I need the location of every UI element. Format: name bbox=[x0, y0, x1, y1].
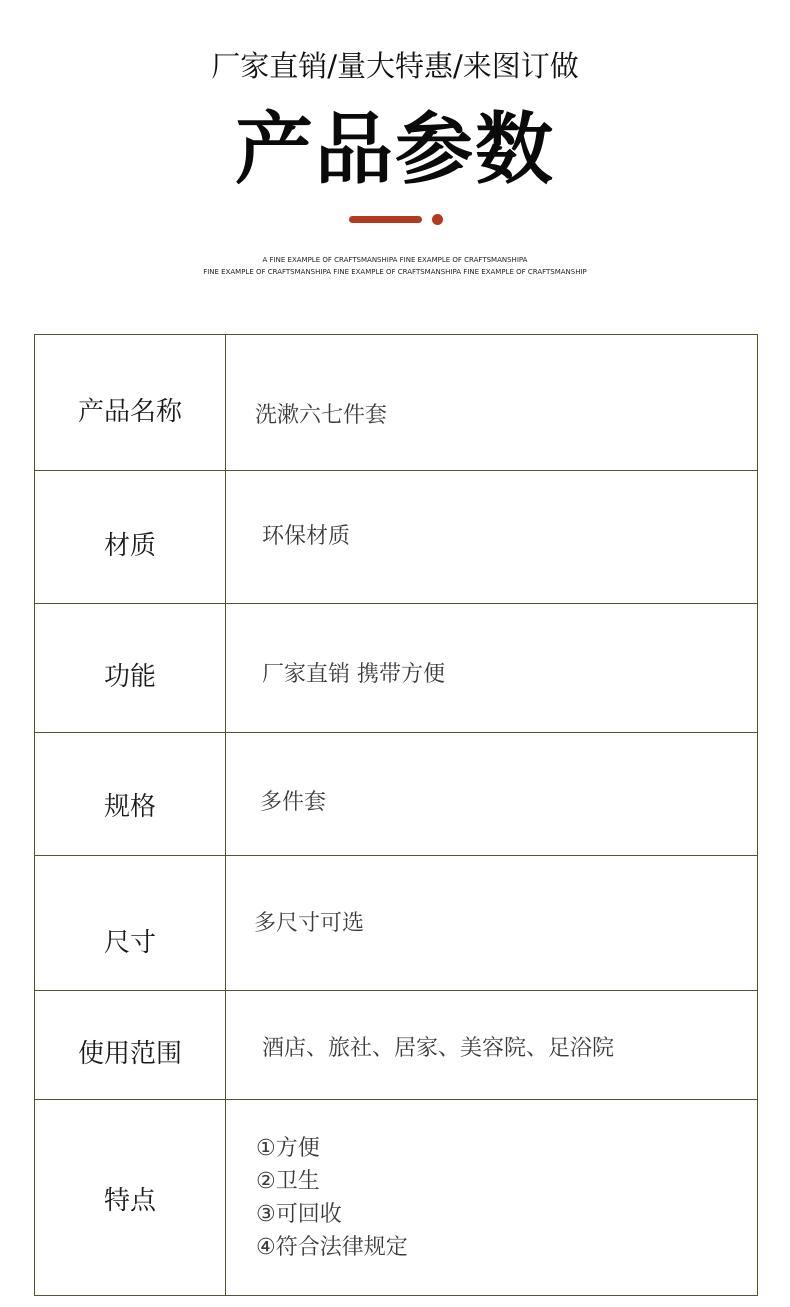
spec-label: 尺寸 bbox=[103, 928, 156, 958]
spec-value: 多件套 bbox=[260, 790, 327, 815]
spec-row-scope bbox=[35, 991, 757, 1100]
spec-label: 功能 bbox=[103, 662, 156, 692]
spec-row-material bbox=[35, 471, 757, 604]
spec-value: 洗漱六七件套 bbox=[255, 403, 388, 428]
spec-row-features bbox=[35, 1100, 757, 1295]
spec-label: 使用范围 bbox=[77, 1039, 182, 1069]
spec-table bbox=[34, 334, 758, 1296]
spec-value: 酒店、旅社、居家、美容院、足浴院 bbox=[262, 1036, 615, 1061]
feature-item: ④符合法律规定 bbox=[256, 1235, 408, 1260]
spec-value: 环保材质 bbox=[262, 524, 351, 549]
tagline-line-1: A FINE EXAMPLE OF CRAFTSMANSHIPA FINE EXAMPLE OF CRAFTSMANSHIPA bbox=[262, 256, 528, 264]
spec-label: 材质 bbox=[103, 531, 156, 561]
feature-item: ②卫生 bbox=[256, 1169, 320, 1194]
spec-value: 多尺寸可选 bbox=[254, 911, 365, 936]
feature-item: ③可回收 bbox=[256, 1202, 342, 1227]
spec-row-spec bbox=[35, 733, 757, 856]
spec-label: 规格 bbox=[103, 792, 156, 822]
accent-dot bbox=[432, 214, 443, 225]
spec-row-size bbox=[35, 856, 757, 991]
spec-label: 特点 bbox=[103, 1186, 156, 1216]
spec-row-function bbox=[35, 604, 757, 733]
spec-value: 厂家直销 携带方便 bbox=[262, 662, 445, 687]
accent-bar bbox=[349, 216, 422, 223]
page-title: 产品参数 bbox=[234, 105, 555, 195]
subtitle: 厂家直销/量大特惠/来图订做 bbox=[211, 49, 579, 83]
spec-label: 产品名称 bbox=[77, 397, 182, 427]
feature-item: ①方便 bbox=[256, 1136, 320, 1161]
tagline-line-2: FINE EXAMPLE OF CRAFTSMANSHIPA FINE EXAMPLE OF CRAFTSMANSHIPA FINE EXAMPLE OF CRAFTSMANSHIP bbox=[203, 268, 587, 276]
spec-row-name bbox=[35, 335, 757, 471]
